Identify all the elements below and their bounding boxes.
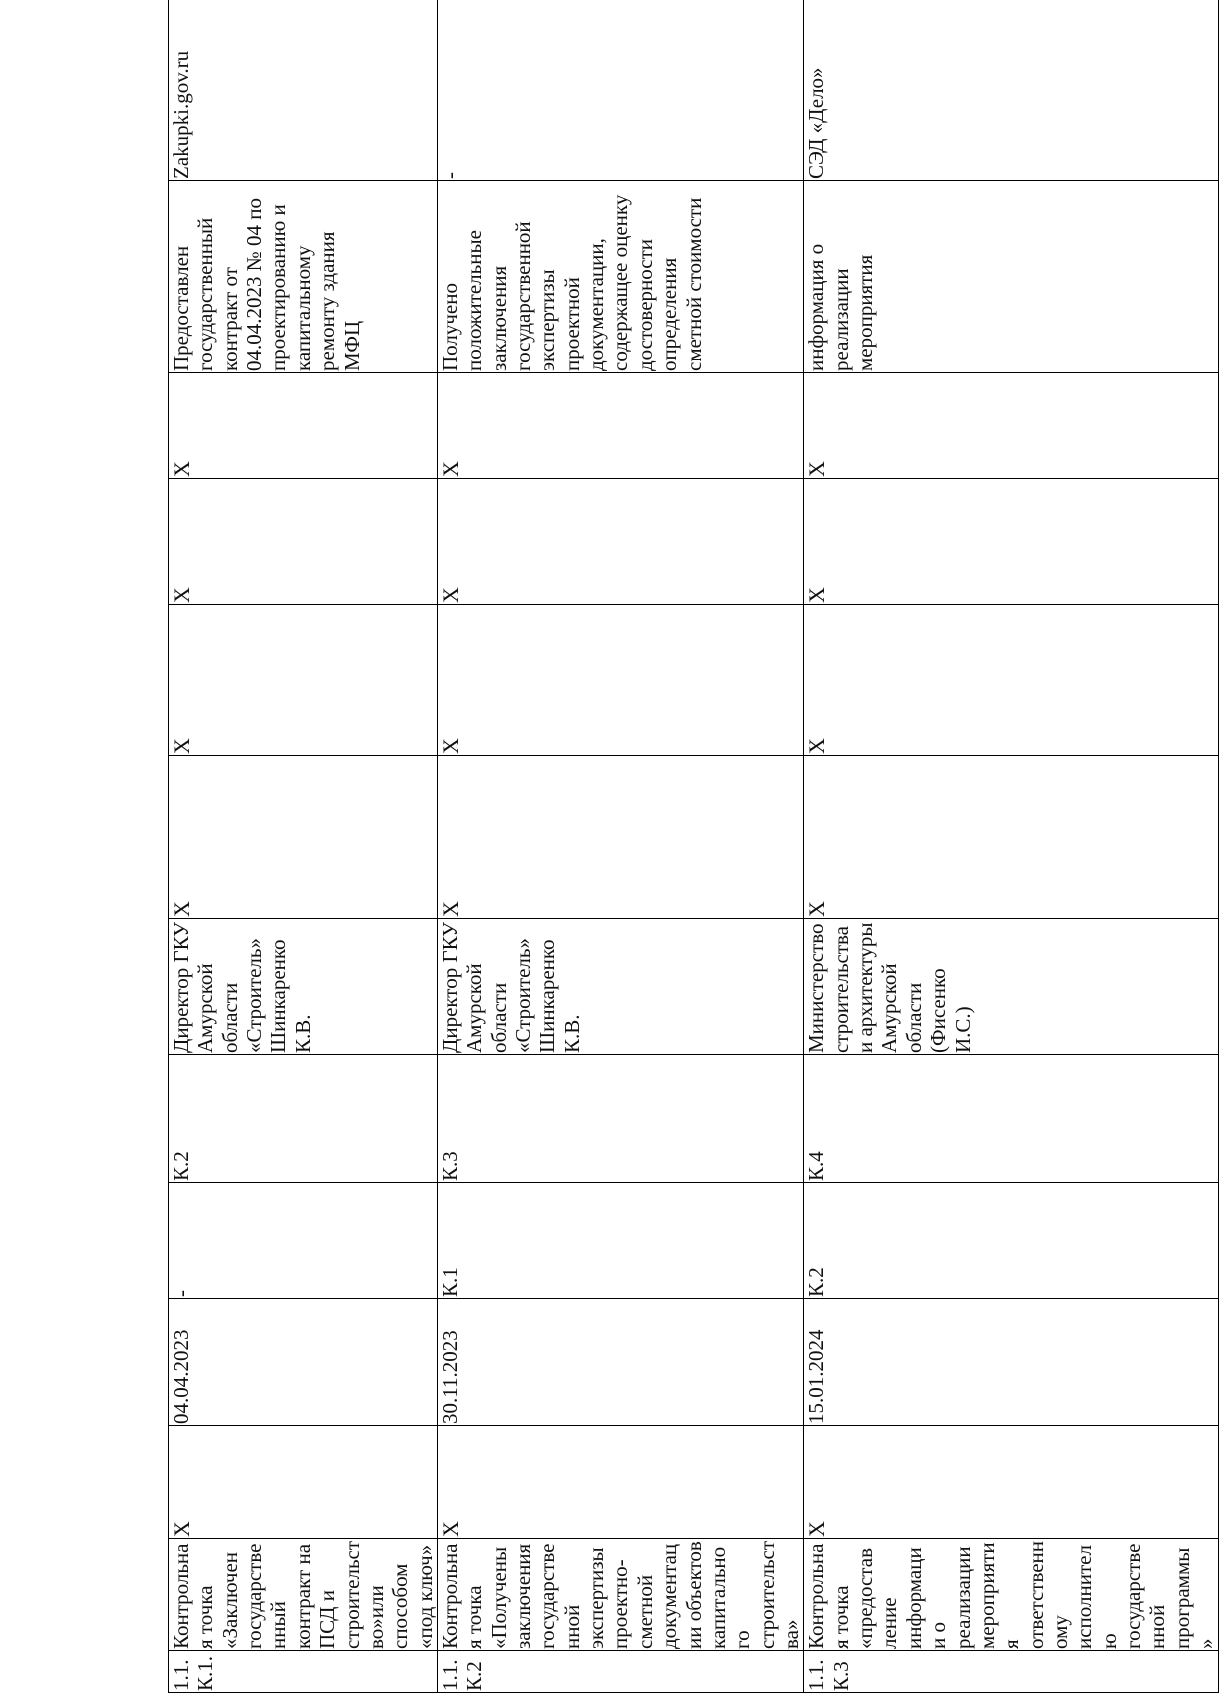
date-cell: 30.11.2023 [437, 1299, 803, 1426]
predecessor-cell: К.1 [437, 1183, 803, 1299]
x-mark-cell: Х [437, 605, 803, 756]
x-mark-cell: Х [804, 1426, 1219, 1539]
information-system-cell: - [437, 0, 803, 181]
predecessor-cell: К.2 [804, 1183, 1219, 1299]
control-point-name-cell: Контрольная точка «предоставление информации о реализации мероприятия ответственному исполнителю государственной программы» [804, 1539, 1219, 1651]
x-mark-cell: Х [169, 479, 438, 605]
x-mark-cell: Х [804, 479, 1219, 605]
x-mark-cell: Х [437, 756, 803, 919]
control-point-name-cell: Контрольная точка «Заключен государственный контракт на ПСД и строительство»или способом «под ключ» [169, 1539, 438, 1651]
x-mark-cell: Х [169, 756, 438, 919]
information-system-cell: Zakupki.gov.ru [169, 0, 438, 181]
responsible-cell: Директор ГКУ Амурской области «Строитель» Шинкаренко К.В. [169, 919, 438, 1055]
responsible-cell: Директор ГКУ Амурской области «Строитель» Шинкаренко К.В. [437, 919, 803, 1055]
x-mark-cell: Х [437, 479, 803, 605]
row-number-cell: 1.1. К.3 [804, 1651, 1219, 1693]
predecessor-cell: - [169, 1183, 438, 1299]
successor-cell: К.3 [437, 1055, 803, 1183]
result-document-cell: информация о реализации мероприятия [804, 181, 1219, 373]
table-row [804, 0, 1219, 1693]
result-document-cell: Получено положительные заключения государственной экспертизы проектной документации, содержащее оценку достоверности определения сметной стоимости [437, 181, 803, 373]
rotated-table-page [168, 36, 1219, 1693]
x-mark-cell: Х [169, 605, 438, 756]
successor-cell: К.2 [169, 1055, 438, 1183]
responsible-cell: Министерство строительства и архитектуры Амурской области (Фисенко И.С.) [804, 919, 1219, 1055]
x-mark-cell: Х [804, 605, 1219, 756]
row-number-cell: 1.1. К.1. [169, 1651, 438, 1693]
result-document-cell: Предоставлен государственный контракт от 04.04.2023 № 04 по проектированию и капитальному ремонту здания МФЦ [169, 181, 438, 373]
successor-cell: К.4 [804, 1055, 1219, 1183]
x-mark-cell: Х [804, 373, 1219, 479]
control-points-table [168, 0, 1219, 1693]
x-mark-cell: Х [169, 373, 438, 479]
x-mark-cell: Х [437, 1426, 803, 1539]
date-cell: 04.04.2023 [169, 1299, 438, 1426]
row-number-cell: 1.1. К.2 [437, 1651, 803, 1693]
x-mark-cell: Х [437, 373, 803, 479]
table-row [437, 0, 803, 1693]
information-system-cell: СЭД «Дело» [804, 0, 1219, 181]
date-cell: 15.01.2024 [804, 1299, 1219, 1426]
x-mark-cell: Х [804, 756, 1219, 919]
control-point-name-cell: Контрольная точка «Получены заключения государственной экспертизы проектно-сметной документации объектов капитального строительства» [437, 1539, 803, 1651]
x-mark-cell: Х [169, 1426, 438, 1539]
table-row [169, 0, 438, 1693]
